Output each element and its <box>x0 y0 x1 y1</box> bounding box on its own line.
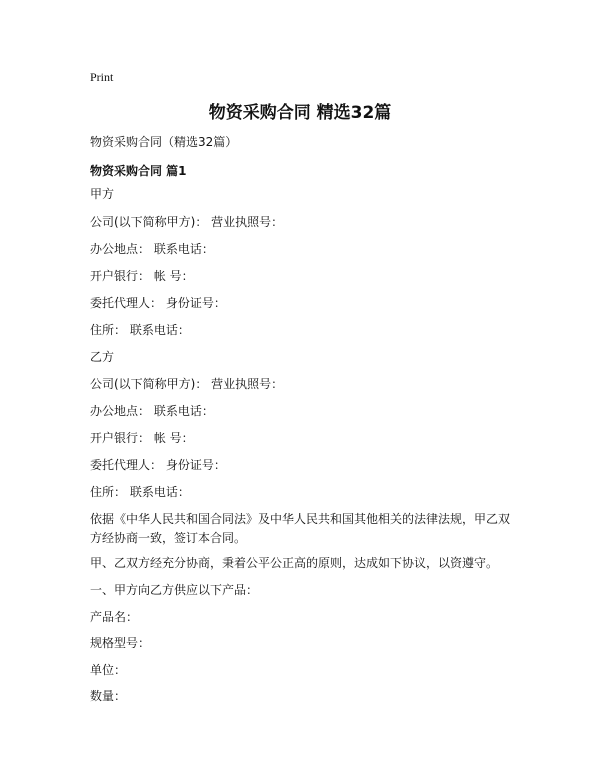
party-a-address: 住所： 联系电话： <box>90 323 190 337</box>
party-a-company: 公司(以下简称甲方)： 营业执照号： <box>90 215 284 229</box>
party-a-office: 办公地点： 联系电话： <box>90 242 214 256</box>
page-title: 物资采购合同 精选32篇 <box>208 103 392 123</box>
clause-one: 一、甲方向乙方供应以下产品： <box>90 583 259 597</box>
party-b-address: 住所： 联系电话： <box>90 485 190 499</box>
section-heading: 物资采购合同 篇1 <box>90 164 187 178</box>
product-unit-field: 单位： <box>90 663 127 677</box>
principle-paragraph: 甲、乙双方经充分协商，秉着公平公正高的原则，达成如下协议，以资遵守。 <box>90 556 499 570</box>
party-a-label: 甲方 <box>90 187 115 201</box>
party-b-office: 办公地点： 联系电话： <box>90 404 214 418</box>
party-b-label: 乙方 <box>90 350 115 364</box>
party-b-bank: 开户银行： 帐 号： <box>90 431 194 445</box>
party-b-company: 公司(以下简称甲方)： 营业执照号： <box>90 377 284 391</box>
print-link[interactable]: Print <box>90 70 114 84</box>
party-b-agent: 委托代理人： 身份证号： <box>90 458 226 472</box>
party-a-agent: 委托代理人： 身份证号： <box>90 296 226 310</box>
legal-basis-paragraph: 依据《中华人民共和国合同法》及中华人民共和国其他相关的法律法规，甲乙双方经协商一致，签订本合同。 <box>90 512 511 545</box>
document-subtitle: 物资采购合同（精选32篇） <box>90 135 238 149</box>
product-spec-field: 规格型号： <box>90 636 151 650</box>
party-a-bank: 开户银行： 帐 号： <box>90 269 194 283</box>
product-quantity-field: 数量： <box>90 689 127 703</box>
product-name-field: 产品名： <box>90 610 139 624</box>
